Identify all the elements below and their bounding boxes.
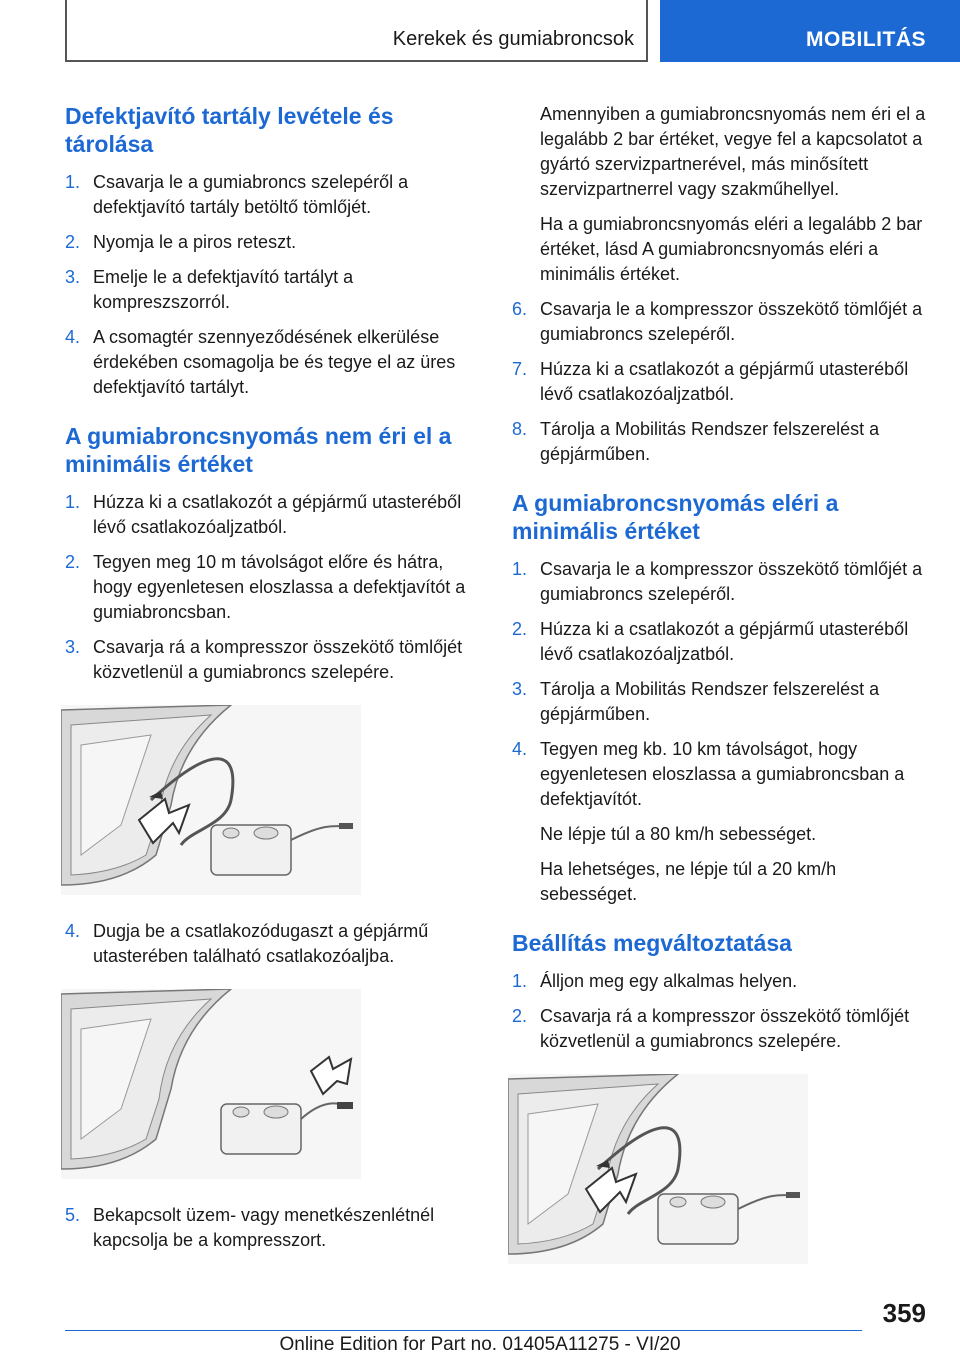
list-item	[512, 737, 932, 812]
paragraph: Ha a gumiabroncsnyomás eléri a legalább 2 bar értéket, lásd A gumiabroncsnyomás eléri a minimális értéket.	[540, 214, 923, 284]
tire-compressor-plug-illustration	[61, 989, 361, 1179]
list-item	[65, 919, 485, 969]
step-text: Tárolja a Mobilitás Rendszer felszerelést a gépjárműben.	[540, 419, 880, 464]
list-item	[65, 325, 485, 400]
chapter-tab	[660, 0, 960, 62]
step-number: 3.	[512, 679, 528, 699]
footer-edition: Online Edition for Part no. 01405A11275 - VI/20	[279, 1334, 681, 1355]
list-item	[512, 297, 932, 347]
step-number: 5.	[65, 1205, 81, 1225]
list-item	[65, 550, 485, 625]
step-number: 7.	[512, 359, 528, 379]
step-number: 1.	[512, 559, 528, 579]
section-title: Kerekek és gumiabroncsok	[392, 28, 634, 50]
section-heading: A gumiabroncsnyomás nem éri el a minimális értéket	[65, 423, 452, 477]
step-number: 3.	[65, 267, 81, 287]
step-text: Emelje le a defektjavító tartályt a kompreszszorról.	[93, 267, 354, 312]
step-text: Húzza ki a csatlakozót a gépjármű utasteréből lévő csatlakozóaljzatból.	[540, 359, 909, 404]
section-header	[65, 0, 648, 62]
step-text: Bekapcsolt üzem- vagy menetkészenlétnél kapcsolja be a kompresszort.	[93, 1205, 435, 1250]
step-text: Dugja be a csatlakozódugaszt a gépjármű utasterében található csatlakozóaljba.	[93, 921, 429, 966]
list-item	[65, 490, 485, 540]
step-text: Húzza ki a csatlakozót a gépjármű utasteréből lévő csatlakozóaljzatból.	[540, 619, 909, 664]
step-text: Tegyen meg 10 m távolságot előre és hátra, hogy egyenletesen eloszlassa a defektjavítót a gumiabroncsban.	[93, 552, 466, 622]
step-text: Csavarja le a kompresszor összekötő tömlőjét a gumiabroncs szelepéről.	[540, 559, 923, 604]
step-text: Tárolja a Mobilitás Rendszer felszerelést a gépjárműben.	[540, 679, 880, 724]
list-item	[512, 677, 932, 727]
list-item	[65, 1203, 485, 1253]
list-item	[65, 635, 485, 685]
list-item	[65, 230, 485, 255]
left-column	[65, 102, 485, 1263]
step-text: A csomagtér szennyeződésének elkerülése érdekében csomagolja be és tegye el az üres defektjavító tartályt.	[93, 327, 456, 397]
list-item	[65, 265, 485, 315]
paragraph: Ha lehetséges, ne lépje túl a 20 km/h sebességet.	[540, 859, 837, 904]
step-text: Nyomja le a piros reteszt.	[93, 232, 297, 252]
tire-compressor-illustration	[61, 705, 361, 895]
tire-compressor-illustration-2	[508, 1074, 808, 1264]
list-item	[512, 557, 932, 607]
step-number: 6.	[512, 299, 528, 319]
section-heading: Beállítás megváltoztatása	[512, 930, 792, 956]
list-item	[512, 969, 932, 994]
step-number: 3.	[65, 637, 81, 657]
step-text: Húzza ki a csatlakozót a gépjármű utasteréből lévő csatlakozóaljzatból.	[93, 492, 462, 537]
list-item	[512, 357, 932, 407]
paragraph: Amennyiben a gumiabroncsnyomás nem éri el a legalább 2 bar értéket, vegye fel a kapcsolatot a gyártó szervizpartnerével, más minősített szervizpartnerrel vagy szakműhellyel.	[540, 104, 926, 199]
step-number: 4.	[512, 739, 528, 759]
step-number: 4.	[65, 327, 81, 347]
step-number: 2.	[65, 552, 81, 572]
section-heading: A gumiabroncsnyomás eléri a minimális értéket	[512, 490, 839, 544]
step-number: 8.	[512, 419, 528, 439]
step-number: 1.	[65, 172, 81, 192]
step-text: Tegyen meg kb. 10 km távolságot, hogy egyenletesen eloszlassa a gumiabroncsban a defektjavítót.	[540, 739, 905, 809]
list-item	[512, 1004, 932, 1054]
step-text: Csavarja rá a kompresszor összekötő tömlőjét közvetlenül a gumiabroncs szelepére.	[93, 637, 463, 682]
list-item	[65, 170, 485, 220]
step-number: 1.	[65, 492, 81, 512]
page-number: 359	[882, 1298, 926, 1328]
list-item	[512, 417, 932, 467]
step-number: 2.	[512, 1006, 528, 1026]
tire-illustration-svg-2	[508, 1074, 808, 1264]
right-column	[512, 102, 932, 1288]
step-number: 2.	[65, 232, 81, 252]
paragraph: Ne lépje túl a 80 km/h sebességet.	[540, 824, 817, 844]
tire-illustration-svg	[61, 705, 361, 895]
step-text: Csavarja rá a kompresszor összekötő tömlőjét közvetlenül a gumiabroncs szelepére.	[540, 1006, 910, 1051]
step-text: Csavarja le a kompresszor összekötő tömlőjét a gumiabroncs szelepéről.	[540, 299, 923, 344]
step-number: 1.	[512, 971, 528, 991]
step-number: 2.	[512, 619, 528, 639]
footer-divider	[65, 1330, 862, 1331]
step-text: Csavarja le a gumiabroncs szelepéről a defektjavító tartály betöltő tömlőjét.	[93, 172, 409, 217]
chapter-title: MOBILITÁS	[806, 28, 926, 51]
section-heading: Defektjavító tartály levétele és tárolása	[65, 103, 394, 157]
tire-plug-illustration-svg	[61, 989, 361, 1179]
list-item	[512, 617, 932, 667]
step-text: Álljon meg egy alkalmas helyen.	[540, 971, 798, 991]
step-number: 4.	[65, 921, 81, 941]
